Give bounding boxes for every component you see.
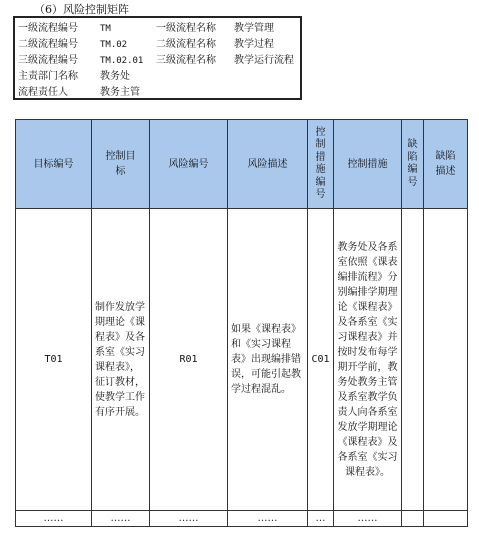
cell-defect-id (402, 209, 424, 511)
info-value: TM.02.01 (100, 56, 144, 66)
header-measure-id: 控制措施编号 (308, 120, 334, 209)
ellipsis-cell: …… (150, 511, 228, 527)
empty-cell (402, 511, 424, 527)
info-value: 教学管理 (234, 23, 274, 34)
cell-defect-desc (424, 209, 468, 511)
info-label: 二级流程编号 (18, 39, 78, 50)
header-defect-id: 缺陷编号 (402, 120, 424, 209)
info-label: 三级流程名称 (156, 55, 216, 66)
table-row (16, 209, 468, 511)
info-value: 教学过程 (234, 39, 274, 50)
cell-target-id: T01 (16, 209, 92, 511)
info-label: 流程责任人 (18, 87, 68, 98)
info-value: TM.02 (100, 40, 128, 50)
ellipsis-cell: …… (92, 511, 150, 527)
cell-risk-desc: 如果《课程表》和《实习课程表》出现编排错误，可能引起教学过程混乱。 (228, 209, 308, 511)
header-measure: 控制措施 (334, 120, 402, 209)
cell-control-target: 制作发放学期理论《课程表》及各系室《实习课程表》，征订教材，使教学工作有序开展。 (92, 209, 150, 511)
info-label: 三级流程编号 (18, 55, 78, 66)
header-defect-desc: 缺陷描述 (424, 120, 468, 209)
info-value: 教务主管 (100, 87, 140, 98)
ellipsis-cell: … (308, 511, 334, 527)
table-row (16, 511, 468, 527)
info-label: 二级流程名称 (156, 39, 216, 50)
ellipsis-cell: …… (16, 511, 92, 527)
empty-cell (424, 511, 468, 527)
header-risk-desc: 风险描述 (228, 120, 308, 209)
header-row (16, 120, 468, 209)
info-value: 教务处 (100, 71, 130, 82)
cell-risk-id: R01 (150, 209, 228, 511)
ellipsis-cell: …… (228, 511, 308, 527)
info-value: TM (100, 24, 111, 34)
header-target-id: 目标编号 (16, 120, 92, 209)
cell-measure: 教务处及各系室依照《课表编排流程》分别编排学期理论《课程表》及各系室《实习课程表》并按时发布每学期开学前，教务处教务主管及系室教学负责人向各系室发放学期理论《课程表》及各系室《实习课程表》。 (334, 209, 402, 511)
info-label: 主责部门名称 (18, 71, 78, 82)
header-risk-id: 风险编号 (150, 120, 228, 209)
info-label: 一级流程编号 (18, 23, 78, 34)
header-control-target: 控制目标 (92, 120, 150, 209)
cell-measure-id: C01 (308, 209, 334, 511)
ellipsis-cell: …… (334, 511, 402, 527)
info-label: 一级流程名称 (156, 23, 216, 34)
section-title: （6）风险控制矩阵 (34, 3, 129, 16)
process-info-box (13, 16, 302, 100)
info-value: 教学运行流程 (234, 55, 294, 66)
risk-control-matrix (15, 119, 468, 527)
